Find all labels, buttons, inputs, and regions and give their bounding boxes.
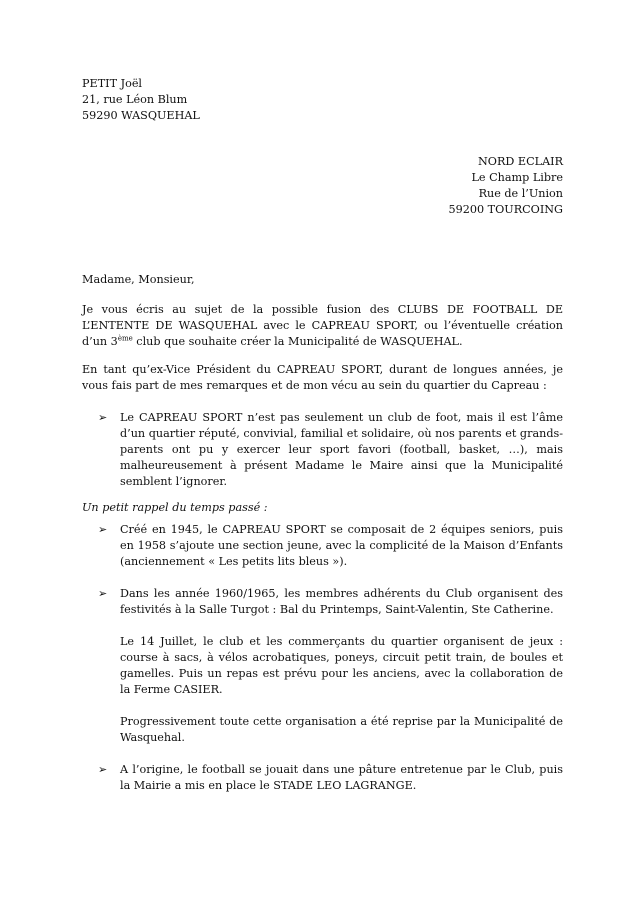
list-item [82,410,563,490]
sender-name: PETIT Joël [82,77,143,90]
history-item-2-detail-1: Le 14 Juillet, le club et les commerçants du quartier organisent de jeux : course à sacs, à vélos acrobatiques, poneys, circuit petit train, de boules et gamelles. Puis un repas est prévu pour les anciens, avec la collaboration de la Ferme CASIER. [120,635,563,696]
recipient-address [82,154,563,218]
list-item [82,586,563,746]
salutation: Madame, Monsieur, [82,273,195,286]
recipient-line-1: NORD ECLAIR [478,155,563,168]
paragraph-intro-end: club que souhaite créer la Municipalité de WASQUEHAL. [132,335,463,348]
arrow-bullet-icon: ➢ [98,411,108,424]
bullet-text: Le CAPREAU SPORT n’est pas seulement un club de foot, mais il est l’âme d’un quartier réputé, convivial, familial et solidaire, où nos parents et grands-parents ont pu y exercer leur sport favori (football, basket, …), mais malheureusement à présent Madame le Maire ainsi que la Municipalité semblent l’ignorer. [120,411,563,488]
history-bullet-list [82,522,563,794]
arrow-bullet-icon: ➢ [98,523,108,536]
sender-city: 59290 WASQUEHAL [82,109,200,122]
arrow-bullet-icon: ➢ [98,587,108,600]
history-item-3: A l’origine, le football se jouait dans une pâture entretenue par le Club, puis la Mairie a mis en place le STADE LEO LAGRANGE. [120,763,563,792]
history-item-1: Créé en 1945, le CAPREAU SPORT se composait de 2 équipes seniors, puis en 1958 s’ajoute une section jeune, avec la complicité de la Maison d’Enfants (anciennement « Les petits lits bleus »). [120,523,563,568]
arrow-bullet-icon: ➢ [98,763,108,776]
recipient-line-3: Rue de l’Union [478,187,563,200]
list-item [82,762,563,794]
paragraph-intro [82,302,563,350]
paragraph-context: En tant qu’ex-Vice Président du CAPREAU SPORT, durant de longues années, je vous fais part de mes remarques et de mon vécu au sein du quartier du Capreau : [82,363,563,392]
sender-address [82,76,563,124]
section-title: Un petit rappel du temps passé : [82,501,268,514]
recipient-line-2: Le Champ Libre [471,171,563,184]
history-item-2-detail-2: Progressivement toute cette organisation a été reprise par la Municipalité de Wasquehal. [120,715,563,744]
intro-bullet-list [82,410,563,490]
list-item [82,522,563,570]
recipient-line-4: 59200 TOURCOING [448,203,563,216]
sender-street: 21, rue Léon Blum [82,93,188,106]
paragraph-intro-text: Je vous écris au sujet de la possible fusion des CLUBS DE FOOTBALL DE L’ENTENTE DE WASQUEHAL avec le CAPREAU SPORT, ou l’éventuelle création d’un 3 [82,303,563,348]
history-item-2: Dans les année 1960/1965, les membres adhérents du Club organisent des festivités à la Salle Turgot : Bal du Printemps, Saint-Valentin, Ste Catherine. [120,587,563,616]
ordinal-superscript: ème [117,334,133,343]
